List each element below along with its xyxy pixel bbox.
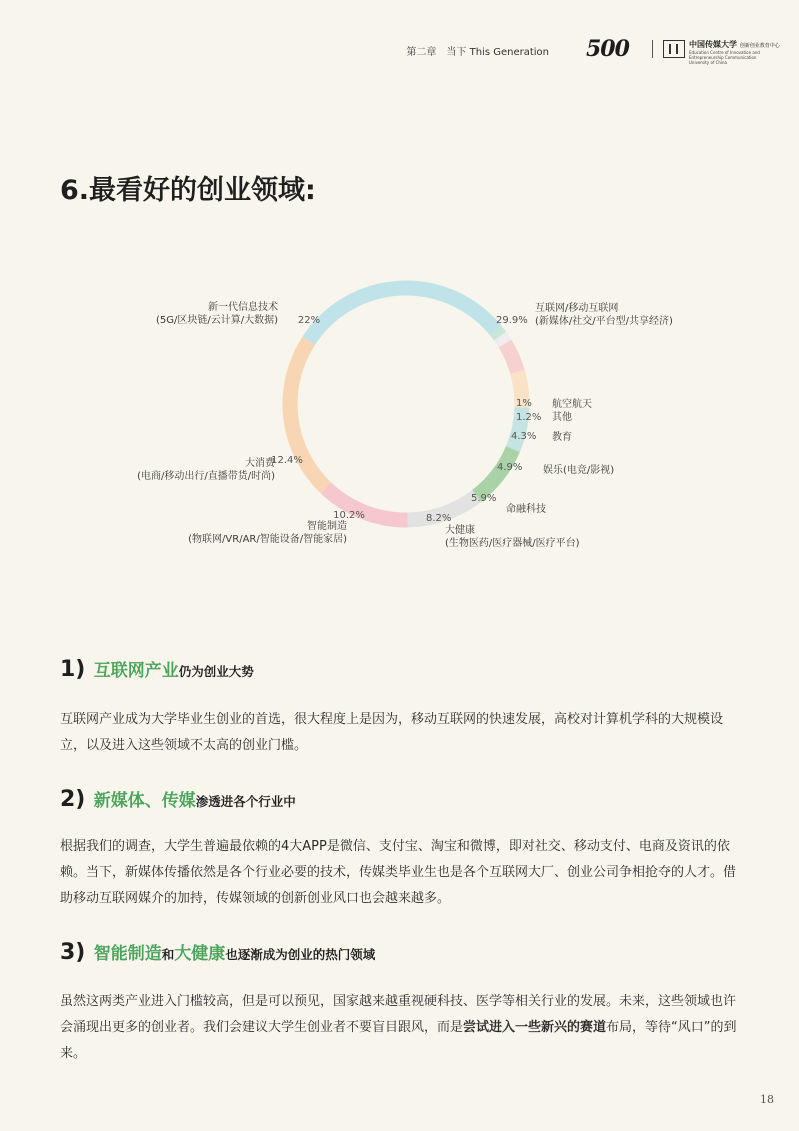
section-3-highlight-2: 大健康 — [174, 944, 226, 964]
slice-value-label-3: 4.3% — [511, 431, 537, 442]
slice-value-label-6: 8.2% — [426, 513, 452, 524]
donut-slice-2 — [500, 336, 505, 343]
section-1-paragraph: 互联网产业成为大学毕业生创业的首选，很大程度上是因为，移动互联网的快速发展，高校对计算机学科的大规模设立，以及进入这些领域不太高的创业门槛。 — [60, 712, 724, 753]
emphasis-text: 尝试进入一些新兴的赛道 — [463, 1020, 607, 1035]
donut-slices — [290, 288, 522, 520]
section-2-highlight: 新媒体、传媒 — [93, 791, 196, 811]
slice-sublabel-9: (5G/区块链/云计算/大数据) — [155, 315, 278, 326]
slice-label-2: 其他 — [552, 412, 572, 423]
donut-slice-1 — [496, 330, 500, 336]
page-title: 6.最看好的创业领域: — [60, 175, 316, 206]
slice-label-4: 娱乐(电竞/影视) — [543, 465, 615, 476]
slice-value-label-9: 22% — [297, 315, 321, 326]
slice-value-label-4: 4.9% — [497, 462, 523, 473]
slice-label-6: 大健康 — [445, 525, 475, 536]
logo-500: 500 — [586, 36, 629, 62]
slice-sublabel-8: (电商/移动出行/直播带货/时尚) — [137, 471, 275, 482]
slice-label-9: 新一代信息技术 — [208, 302, 278, 313]
slice-value-label-8: 12.4% — [271, 455, 303, 466]
slice-value-label-2: 1.2% — [516, 412, 542, 423]
slice-label-8: 大消费 — [245, 458, 275, 469]
slice-label-1: 航空航天 — [552, 399, 592, 410]
page-number: 18 — [760, 1093, 774, 1106]
chapter-title: 第二章 当下 This Generation — [406, 47, 549, 58]
slice-label-3: 教育 — [552, 432, 572, 443]
section-3-paragraph: 虽然这两类产业进入门槛较高，但是可以预见，国家越来越重视硬科技、医学等相关行业的发展。未来，这些领域也许会涌现出更多的创业者。我们会建议大学生创业者不要盲目跟风，而是尝试进入一些新兴的赛道布局，等待“风口”的到来。 — [60, 994, 737, 1061]
slice-value-label-1: 1% — [516, 398, 532, 409]
donut-slice-0 — [309, 288, 496, 341]
section-1-heading: 1) 互联网产业仍为创业大势 — [60, 657, 254, 682]
slice-value-label-5: 5.9% — [471, 493, 497, 504]
section-1-highlight: 互联网产业 — [93, 661, 179, 681]
chart-labels — [137, 300, 673, 549]
section-2-heading: 2) 新媒体、传媒渗透进各个行业中 — [60, 787, 296, 812]
donut-slice-3 — [505, 343, 518, 372]
section-2-paragraph: 根据我们的调查，大学生普遍最依赖的4大APP是微信、支付宝、淘宝和微博，即对社交、移动支付、电商及资讯的依赖。当下，新媒体传播依然是各个行业必要的技术，传媒类毕业生也是各个互联网大厂、创业公司争相抢夺的人才。借助移动互联网媒介的加持，传媒领域的创新创业风口也会越来越多。 — [60, 839, 737, 906]
section-3-heading: 3) 智能制造和大健康也逐渐成为创业的热门领域 — [60, 940, 376, 965]
slice-sublabel-7: (物联网/VR/AR/智能设备/智能家居) — [188, 534, 347, 545]
university-english-name: Education Centre of Innovation and Entrepreneurship Communication University of China — [689, 50, 760, 65]
slice-value-label-0: 29.9% — [496, 315, 528, 326]
slice-label-7: 智能制造 — [307, 521, 347, 532]
slice-sublabel-0: (新媒体/社交/平台型/共享经济) — [535, 316, 673, 327]
slice-label-0: 互联网/移动互联网 — [535, 303, 619, 314]
slice-value-label-7: 10.2% — [333, 510, 365, 521]
slice-label-5: 命融科技 — [506, 504, 546, 515]
university-name: 中国传媒大学 创新创业教育中心 — [689, 39, 780, 49]
slice-sublabel-6: (生物医药/医疗器械/医疗平台) — [445, 538, 580, 549]
section-3-highlight: 智能制造 — [93, 944, 162, 964]
